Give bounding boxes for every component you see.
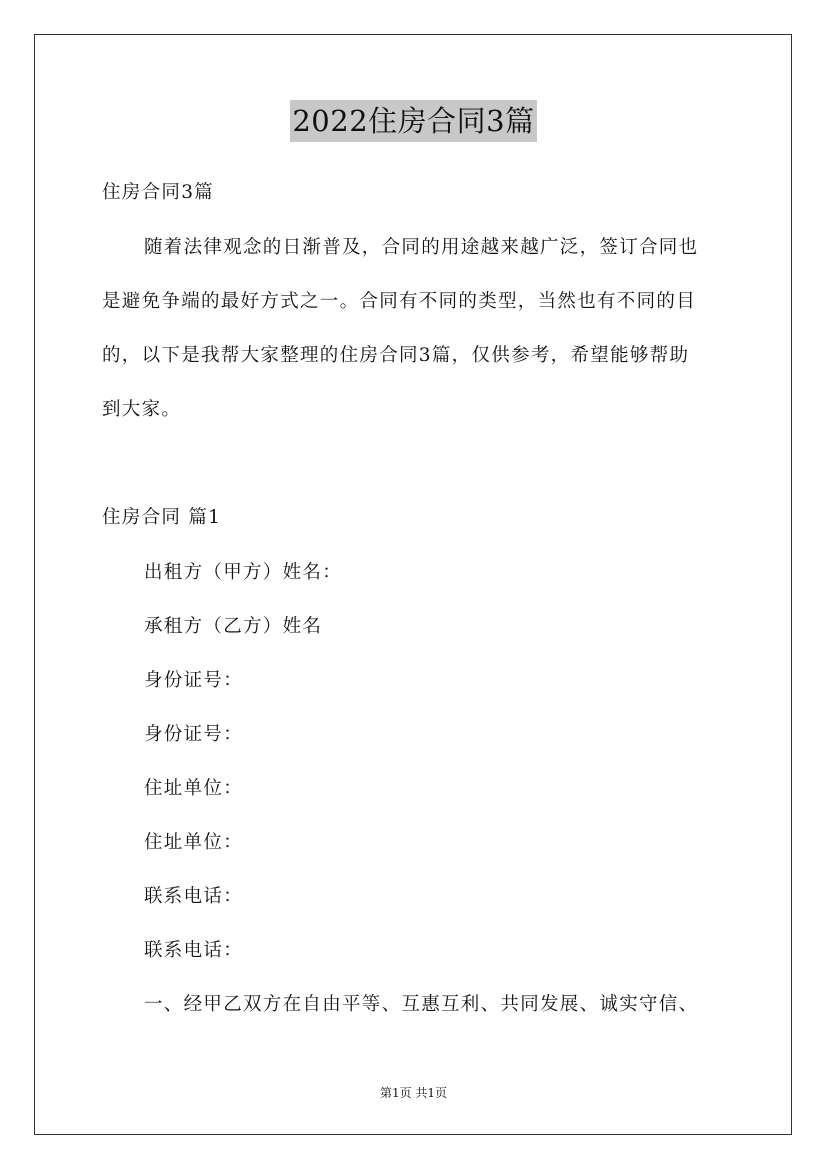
intro-line-4: 到大家。	[102, 399, 182, 420]
field-lessor-name: 出租方（甲方）姓名：	[144, 562, 343, 583]
field-id-number-1: 身份证号：	[144, 670, 244, 691]
field-phone-2: 联系电话：	[144, 940, 244, 961]
document-title: 2022住房合同3篇	[290, 100, 536, 142]
page-footer: 第1页 共1页	[379, 1086, 448, 1100]
field-address-1: 住址单位：	[144, 778, 244, 799]
clause-1-start: 一、经甲乙双方在自由平等、互惠互利、共同发展、诚实守信、	[144, 994, 699, 1015]
intro-line-2: 是避免争端的最好方式之一。合同有不同的类型，当然也有不同的目	[102, 291, 697, 312]
field-phone-1: 联系电话：	[144, 886, 244, 907]
intro-line-3: 的，以下是我帮大家整理的住房合同3篇，仅供参考，希望能够帮助	[102, 345, 690, 366]
section-heading: 住房合同 篇1	[102, 507, 222, 528]
title-container	[0, 100, 827, 142]
document-subtitle: 住房合同3篇	[102, 182, 215, 203]
field-address-2: 住址单位：	[144, 832, 244, 853]
field-id-number-2: 身份证号：	[144, 724, 244, 745]
field-lessee-name: 承租方（乙方）姓名	[144, 616, 323, 637]
intro-line-1: 随着法律观念的日渐普及，合同的用途越来越广泛，签订合同也	[144, 237, 699, 258]
